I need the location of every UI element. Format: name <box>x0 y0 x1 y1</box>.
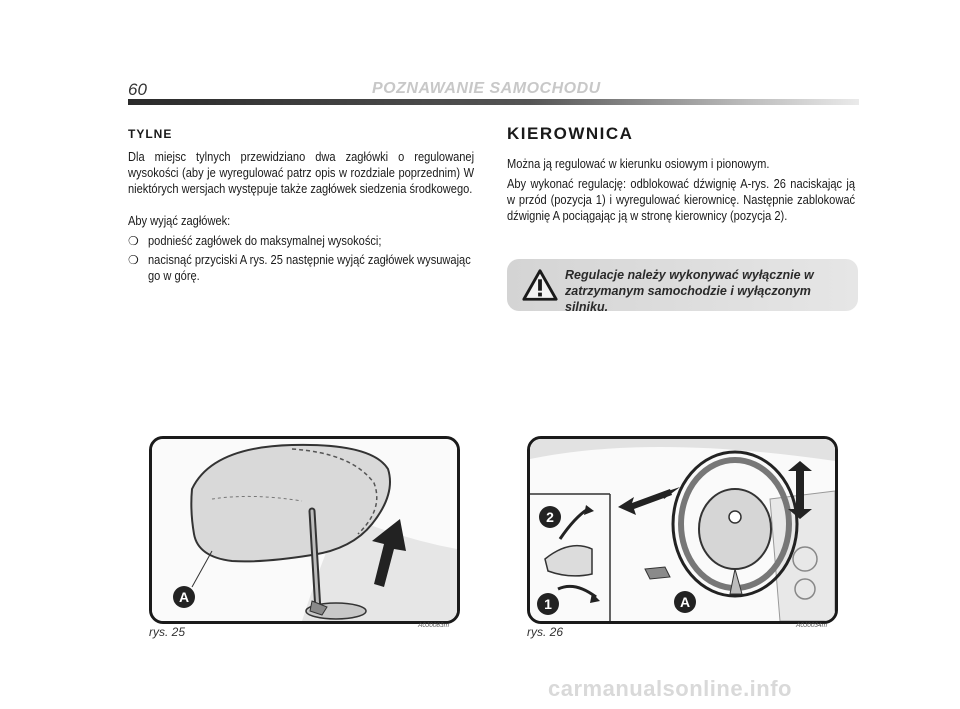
label-a: A <box>178 589 190 605</box>
list-item <box>128 252 476 284</box>
page-number: 60 <box>128 80 147 99</box>
steering-wheel-illustration <box>530 439 835 621</box>
paragraph: Aby wykonać regulację: odblokować dźwignię A-rys. 26 naciskając ją w przód (pozycja 1) i wyregulować kierownicę. Następnie zablokować dźwignię A pociągając ją w stronę kierownicy (pozycja 2). <box>507 177 856 223</box>
paragraph: Można ją regulować w kierunku osiowym i pionowym. <box>507 157 770 171</box>
figure-steering-wheel <box>527 436 838 624</box>
running-title: POZNAWANIE SAMOCHODU <box>372 80 601 97</box>
list-item-text: nacisnąć przyciski A rys. 25 następnie wyjąć zagłówek wysuwając go w górę. <box>148 253 471 283</box>
paragraph: Aby wyjąć zagłówek: <box>128 214 231 228</box>
section-heading-kierownica: KIEROWNICA <box>507 124 634 143</box>
figure-caption-25: rys. 25 <box>149 625 186 639</box>
right-column <box>507 126 857 228</box>
figure-code-26: A0J0034m <box>796 622 828 629</box>
label-2: 2 <box>546 509 554 525</box>
bullet-icon: ❍ <box>128 253 139 267</box>
warning-box <box>507 259 858 314</box>
warning-text: Regulacje należy wykonywać wyłącznie w zatrzymanym samochodzie i wyłączonym silniku. <box>565 268 814 314</box>
watermark: carmanualsonline.info <box>548 676 792 701</box>
list-item <box>128 233 476 249</box>
headrest-illustration <box>152 439 457 621</box>
left-column <box>128 126 476 287</box>
figure-code-25: A0J0083m <box>418 622 450 629</box>
bullet-list <box>128 233 476 284</box>
list-item-text: podnieść zagłówek do maksymalnej wysokości; <box>148 234 382 248</box>
label-1: 1 <box>544 596 552 612</box>
figure-caption-26: rys. 26 <box>527 625 564 639</box>
paragraph: Dla miejsc tylnych przewidziano dwa zagłówki o regulowanej wysokości (aby je wyregulować patrz opis w rozdziale poprzednim) W niektórych wersjach występuje także zagłówek siedzenia środkowego. <box>128 150 475 196</box>
warning-triangle-icon <box>521 267 559 303</box>
figure-headrest <box>149 436 460 624</box>
bullet-icon: ❍ <box>128 234 139 248</box>
header-rule <box>128 99 859 105</box>
label-a: A <box>679 594 691 610</box>
subheading-tylne: TYLNE <box>128 127 173 141</box>
